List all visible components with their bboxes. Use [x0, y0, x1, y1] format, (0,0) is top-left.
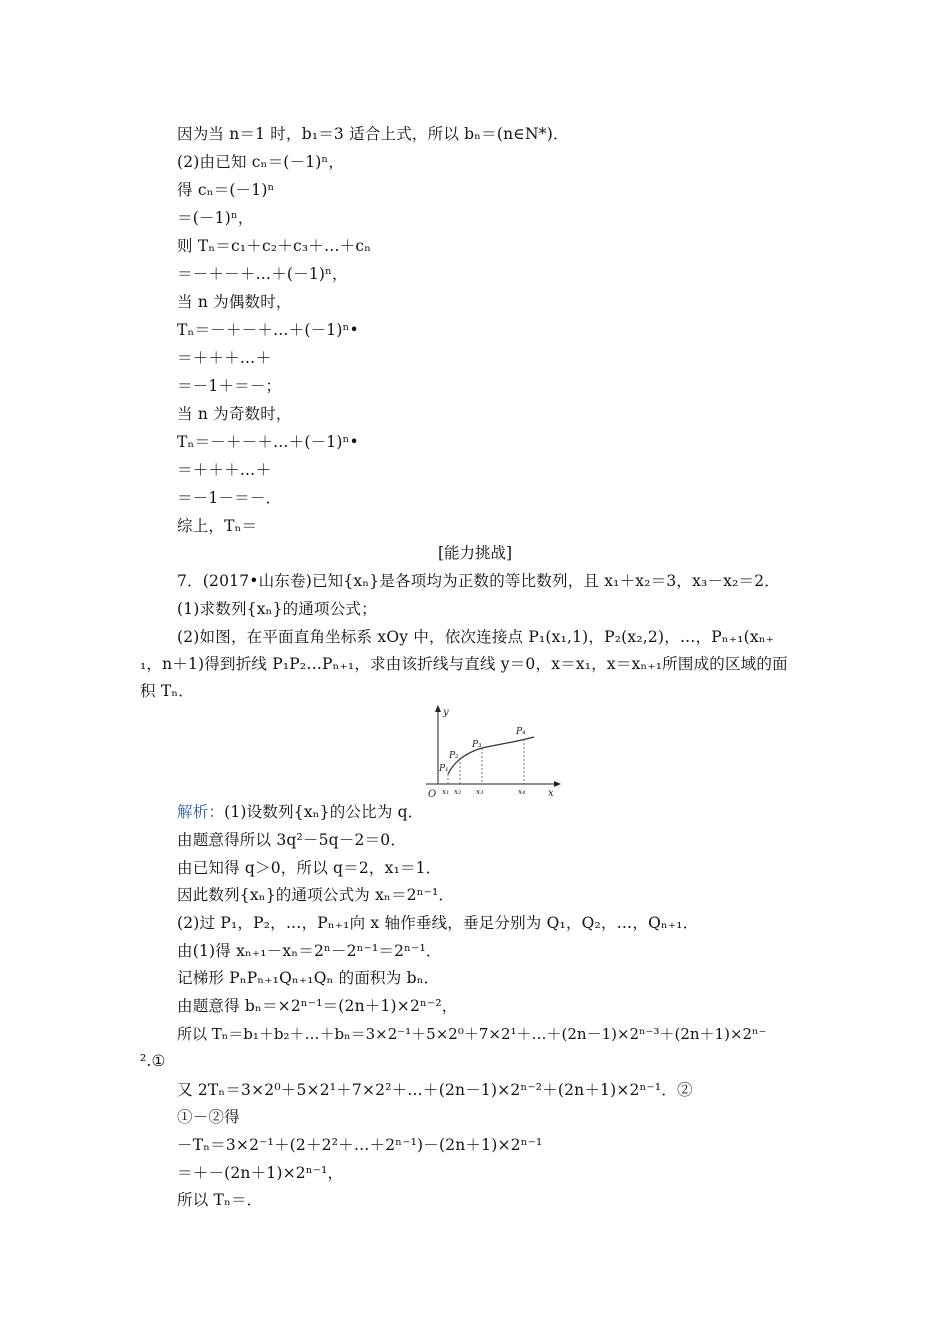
y-axis-arrow — [435, 705, 441, 712]
solution-line: 所以 Tₙ＝． — [177, 1191, 263, 1209]
tick-label-x3: x₃ — [476, 787, 484, 796]
point-label-p2: P₂ — [449, 751, 459, 761]
problem-line: 7．(2017•山东卷)已知{xₙ}是各项均为正数的等比数列，且 x₁＋x₂＝3，x₃－x₂＝2． — [177, 572, 780, 590]
tick-label-x2: x₂ — [454, 787, 462, 796]
polyline-curve — [448, 737, 534, 774]
point-label-p1: P₁ — [439, 764, 449, 774]
problem-line: (1)求数列{xₙ}的通项公式； — [177, 600, 377, 618]
text-line: 得 cₙ＝(－1)ⁿ — [177, 181, 275, 199]
point-label-p3: P₃ — [472, 740, 482, 750]
solution-line: 记梯形 PₙPₙ₊₁Qₙ₊₁Qₙ 的面积为 bₙ． — [177, 969, 440, 987]
section-title: [能力挑战] — [437, 544, 513, 562]
text-line: Tₙ＝－＋－＋…＋(－1)ⁿ• — [177, 433, 359, 451]
text-line: (2)由已知 cₙ＝(－1)ⁿ， — [177, 153, 345, 171]
text-line: 当 n 为偶数时， — [177, 293, 292, 311]
text-line: ＝＋＋＋…＋ — [177, 349, 272, 367]
solution-line-wrap: ².① — [140, 1052, 166, 1070]
solution-text: (1)设数列{xₙ}的公比为 q． — [224, 803, 424, 821]
solution-line: ①－②得 — [177, 1108, 240, 1126]
solution-line-first — [177, 802, 424, 822]
solution-line: (2)过 P₁，P₂，…，Pₙ₊₁向 x 轴作垂线，垂足分别为 Q₁，Q₂，…，Qₙ₊₁． — [177, 914, 699, 932]
text-line: 则 Tₙ＝c₁＋c₂＋c₃＋…＋cₙ — [177, 237, 372, 255]
solution-line: ＝＋－(2n＋1)×2ⁿ⁻¹， — [177, 1164, 344, 1182]
text-line: ＝－1＋＝－； — [177, 377, 282, 395]
text-line: ＝＋＋＋…＋ — [177, 461, 272, 479]
solution-line: －Tₙ＝3×2⁻¹＋(2＋2²＋…＋2ⁿ⁻¹)－(2n＋1)×2ⁿ⁻¹ — [177, 1136, 543, 1154]
point-label-p4: P₄ — [516, 727, 526, 737]
problem-line: ₁，n＋1)得到折线 P₁P₂…Pₙ₊₁，求由该折线与直线 y＝0，x＝x₁，x＝xₙ₊₁所围成的区域的面 — [140, 655, 788, 673]
solution-line: 由已知得 q＞0，所以 q＝2，x₁＝1． — [177, 859, 442, 877]
text-line: ＝－＋－＋…＋(－1)ⁿ， — [177, 265, 348, 283]
text-line: ＝(－1)ⁿ， — [177, 209, 254, 227]
solution-line: 由题意得所以 3q²－5q－2＝0． — [177, 831, 407, 849]
x-axis-arrow — [554, 781, 561, 787]
solution-line: 由(1)得 xₙ₊₁－xₙ＝2ⁿ－2ⁿ⁻¹＝2ⁿ⁻¹． — [177, 942, 442, 960]
solution-line: 因此数列{xₙ}的通项公式为 xₙ＝2ⁿ⁻¹． — [177, 886, 455, 904]
solution-line: 由题意得 bₙ＝×2ⁿ⁻¹＝(2n＋1)×2ⁿ⁻²， — [177, 997, 458, 1015]
text-line: 综上，Tₙ＝ — [177, 517, 258, 535]
tick-label-x1: x₁ — [442, 787, 450, 796]
problem-line: 积 Tₙ． — [140, 682, 194, 700]
solution-line: 又 2Tₙ＝3×2⁰＋5×2¹＋7×2²＋…＋(2n－1)×2ⁿ⁻²＋(2n＋1)×2ⁿ⁻¹．② — [177, 1081, 693, 1099]
problem-line: (2)如图，在平面直角坐标系 xOy 中，依次连接点 P₁(x₁,1)，P₂(x₂,2)，…，Pₙ₊₁(xₙ₊ — [177, 628, 775, 646]
text-line: ＝－1－＝－． — [177, 489, 282, 507]
text-line: 因为当 n＝1 时，b₁＝3 适合上式，所以 bₙ＝(n∈N*)． — [177, 125, 569, 143]
origin-label: O — [428, 789, 437, 800]
polyline-figure — [420, 702, 570, 800]
solution-label: 解析： — [177, 803, 225, 821]
solution-line: 所以 Tₙ＝b₁＋b₂＋…＋bₙ＝3×2⁻¹＋5×2⁰＋7×2¹＋…＋(2n－1)×2ⁿ⁻³＋(2n＋1)×2ⁿ⁻ — [177, 1025, 767, 1043]
y-axis-label: y — [443, 707, 449, 718]
text-line: 当 n 为奇数时， — [177, 405, 292, 423]
x-axis-label: x — [548, 788, 554, 799]
text-line: Tₙ＝－＋－＋…＋(－1)ⁿ• — [177, 321, 359, 339]
tick-label-x4: x₄ — [518, 787, 526, 796]
